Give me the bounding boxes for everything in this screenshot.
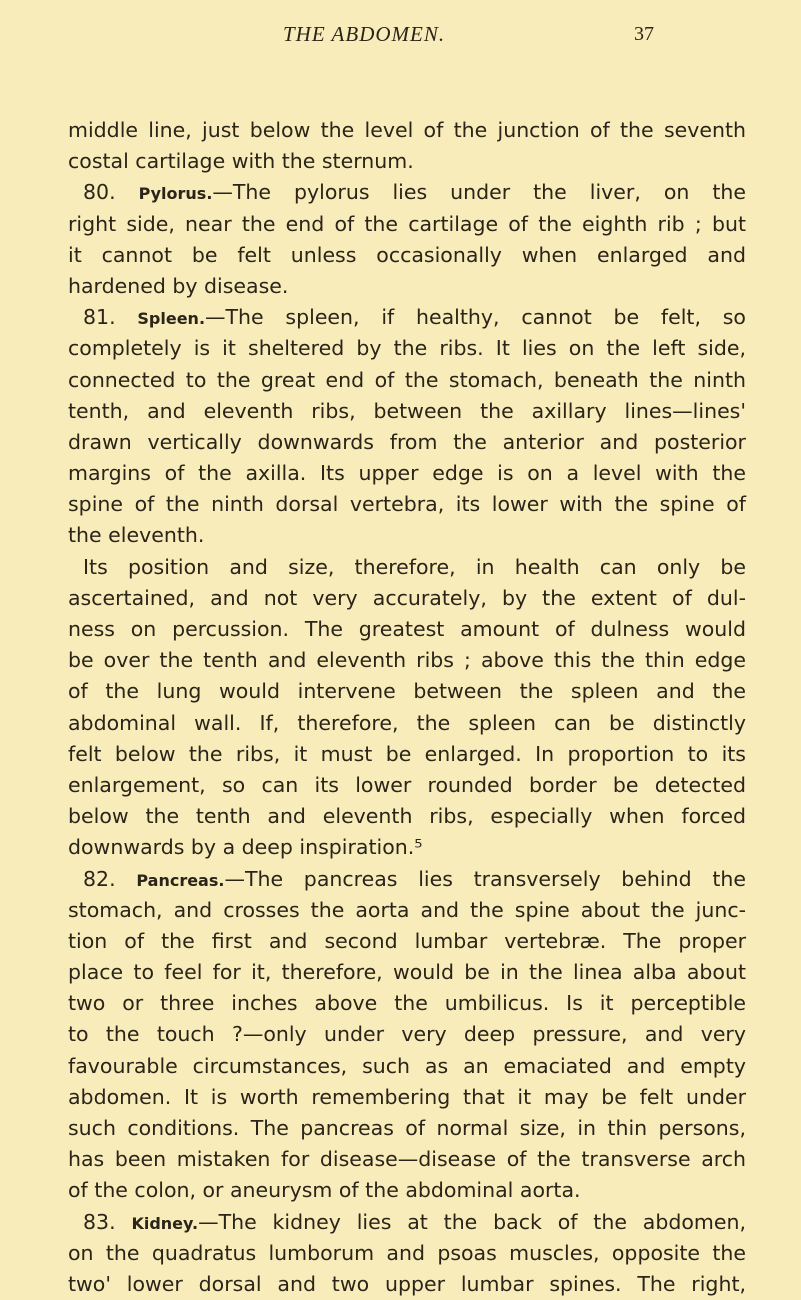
page-body: [68, 115, 746, 1300]
text-line: [68, 583, 746, 614]
text-line: [68, 926, 746, 957]
text-line: [68, 1082, 746, 1113]
line-text: felt below the ribs, it must be enlarged. In proportion to its: [68, 741, 746, 766]
text-line: [68, 177, 746, 208]
line-text: —The pylorus lies under the liver, on the: [212, 180, 746, 205]
line-text: favourable circumstances, such as an emaciated and empty: [68, 1053, 746, 1078]
page-number: 37: [634, 23, 654, 45]
line-text: margins of the axilla. Its upper edge is on a level with the: [68, 461, 746, 486]
text-line: [68, 1207, 746, 1238]
text-line: [68, 552, 746, 583]
line-text: enlargement, so can its lower rounded border be detected: [68, 772, 746, 797]
text-line: [68, 957, 746, 988]
line-text: ness on percussion. The greatest amount of dulness would: [68, 617, 746, 641]
line-text: be over the tenth and eleventh ribs ; above this the thin edge: [68, 648, 746, 673]
line-text: completely is it sheltered by the ribs. It lies on the left side,: [68, 336, 746, 361]
line-text: on the quadratus lumborum and psoas muscles, opposite the: [68, 1240, 746, 1265]
text-line: [68, 895, 746, 926]
text-line: [68, 1019, 746, 1050]
line-text: tion of the first and second lumbar vertebræ. The proper: [68, 928, 746, 953]
text-line: [68, 365, 746, 396]
section-number: 83.: [83, 1209, 116, 1234]
text-line: [68, 770, 746, 801]
text-line: [68, 864, 746, 895]
line-text: —The pancreas lies transversely behind the: [224, 866, 746, 891]
text-line: [68, 115, 746, 146]
line-text: stomach, and crosses the aorta and the spine about the junc-: [68, 897, 746, 922]
text-line: [68, 489, 746, 520]
line-text: place to feel for it, therefore, would be in the linea alba about: [68, 960, 746, 985]
line-text: downwards by a deep inspiration.⁵: [68, 835, 423, 860]
text-line: [68, 1175, 746, 1206]
section-number: 81.: [83, 305, 116, 330]
text-line: [68, 302, 746, 333]
text-line: [68, 988, 746, 1019]
line-text: drawn vertically downwards from the anterior and posterior: [68, 429, 746, 454]
text-line: [68, 240, 746, 271]
running-header: [0, 22, 801, 52]
line-text: two' lower dorsal and two upper lumbar spines. The right,: [68, 1271, 746, 1296]
section-heading: Spleen.: [137, 309, 206, 329]
line-text: tenth, and eleventh ribs, between the axillary lines—lines': [68, 398, 746, 423]
text-line: [68, 1238, 746, 1269]
text-line: [68, 1051, 746, 1082]
text-line: [68, 333, 746, 364]
text-line: [68, 1113, 746, 1144]
line-text: the eleventh.: [68, 523, 205, 548]
text-line: [68, 739, 746, 770]
text-line: [68, 645, 746, 676]
line-text: Its position and size, therefore, in health can only be: [83, 554, 746, 579]
text-line: [68, 801, 746, 832]
text-line: [68, 209, 746, 240]
text-line: [68, 271, 746, 302]
line-text: —The kidney lies at the back of the abdomen,: [198, 1209, 746, 1234]
line-text: middle line, just below the level of the junction of the seventh: [68, 118, 746, 142]
line-text: below the tenth and eleventh ribs, especially when forced: [68, 804, 746, 829]
line-text: right side, near the end of the cartilage of the eighth rib ; but: [68, 211, 746, 236]
section-heading: Kidney.: [131, 1213, 199, 1233]
line-text: of the colon, or aneurysm of the abdominal aorta.: [68, 1178, 581, 1203]
line-text: abdomen. It is worth remembering that it may be felt under: [68, 1084, 746, 1109]
text-line: [68, 1269, 746, 1300]
text-line: [68, 614, 746, 645]
text-line: [68, 396, 746, 427]
line-text: two or three inches above the umbilicus. Is it perceptible: [68, 991, 746, 1016]
text-line: [68, 676, 746, 707]
text-line: [68, 520, 746, 551]
line-text: such conditions. The pancreas of normal size, in thin persons,: [68, 1116, 746, 1140]
line-text: it cannot be felt unless occasionally when enlarged and: [68, 242, 746, 267]
line-text: of the lung would intervene between the spleen and the: [68, 679, 746, 704]
section-number: 82.: [83, 866, 116, 891]
line-text: connected to the great end of the stomach, beneath the ninth: [68, 367, 746, 392]
section-number: 80.: [83, 180, 116, 205]
line-text: costal cartilage with the sternum.: [68, 149, 414, 174]
line-text: abdominal wall. If, therefore, the spleen can be distinctly: [68, 710, 746, 735]
line-text: —The spleen, if healthy, cannot be felt, so: [205, 305, 746, 330]
line-text: has been mistaken for disease—disease of the transverse arch: [68, 1147, 746, 1172]
line-text: ascertained, and not very accurately, by the extent of dul-: [68, 585, 746, 610]
text-line: [68, 458, 746, 489]
text-line: [68, 427, 746, 458]
text-line: [68, 708, 746, 739]
running-title: THE ABDOMEN.: [283, 22, 446, 46]
line-text: hardened by disease.: [68, 273, 289, 298]
text-line: [68, 146, 746, 177]
section-heading: Pancreas.: [136, 870, 225, 890]
section-heading: Pylorus.: [138, 184, 213, 204]
line-text: to the touch ?—only under very deep pressure, and very: [68, 1022, 746, 1047]
text-line: [68, 1144, 746, 1175]
text-line: [68, 832, 746, 863]
line-text: spine of the ninth dorsal vertebra, its lower with the spine of: [68, 492, 746, 517]
